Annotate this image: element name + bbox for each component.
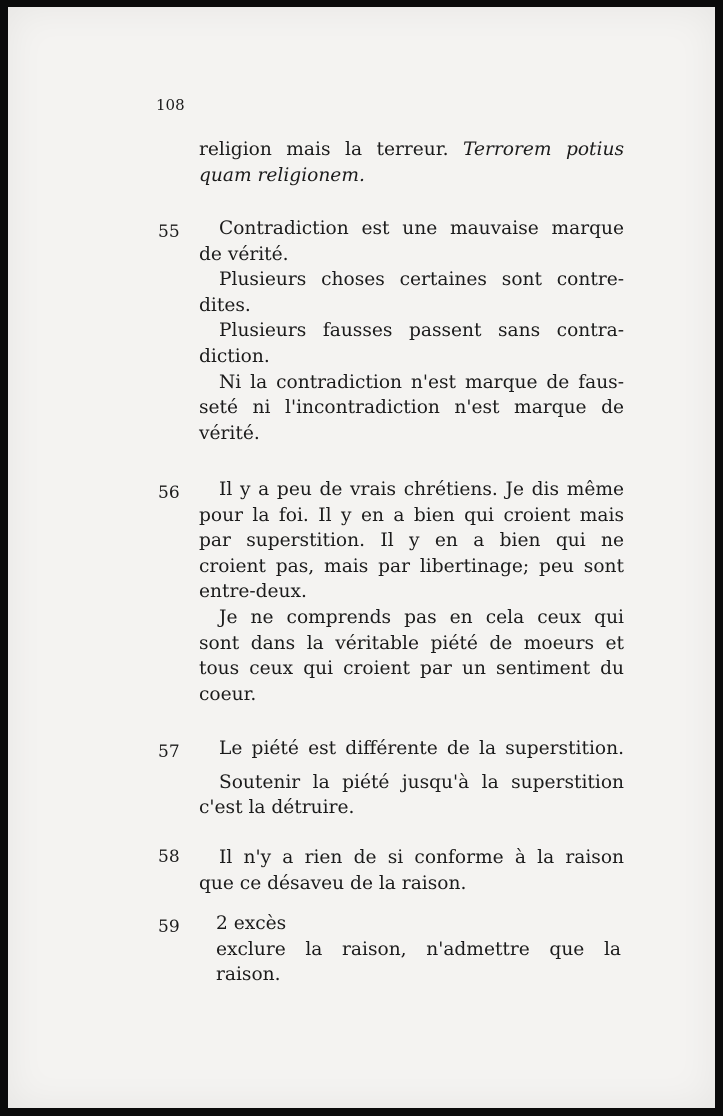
section-59 bbox=[216, 911, 621, 988]
s56-line: Je ne comprends pas en cela ceux qui bbox=[219, 606, 624, 628]
s55-line: seté ni l'incontradiction n'est marque de bbox=[199, 397, 624, 419]
book-page bbox=[8, 7, 715, 1108]
section-number-55: 55 bbox=[158, 222, 180, 242]
continuation-roman: religion mais la terreur. bbox=[199, 139, 449, 160]
s56-line: pour la foi. Il y en a bien qui croient mais bbox=[199, 504, 624, 526]
section-number-58: 58 bbox=[158, 847, 180, 867]
section-number-56: 56 bbox=[158, 483, 180, 503]
page-number: 108 bbox=[156, 96, 185, 114]
s57-line: c'est la détruire. bbox=[199, 797, 355, 819]
s56-line: entre-deux. bbox=[199, 581, 307, 603]
s56-line: Il y a peu de vrais chrétiens. Je dis même bbox=[219, 479, 624, 500]
s58-line: Il n'y a rien de si conforme à la raison bbox=[219, 847, 624, 868]
s56-line: par superstition. Il y en a bien qui ne bbox=[199, 530, 624, 552]
s58-line: que ce désaveu de la raison. bbox=[199, 872, 467, 894]
s57-line: Le piété est différente de la superstition. bbox=[219, 738, 624, 759]
s59-line: exclure la raison, n'admettre que la raison. bbox=[216, 938, 621, 986]
section-55 bbox=[199, 216, 624, 446]
s55-line: dites. bbox=[199, 294, 251, 316]
s55-line: Plusieurs choses certaines sont contre- bbox=[219, 269, 624, 291]
s56-line: tous ceux qui croient par un sentiment du bbox=[199, 658, 624, 680]
section-56 bbox=[199, 477, 624, 707]
s55-line: diction. bbox=[199, 345, 270, 367]
s55-line: de vérité. bbox=[199, 243, 289, 265]
s56-line: croient pas, mais par libertinage; peu sont bbox=[199, 555, 624, 577]
section-number-57: 57 bbox=[158, 742, 180, 762]
continuation-italic-1: Terrorem potius bbox=[463, 139, 624, 160]
s59-line: 2 excès bbox=[216, 913, 287, 934]
s55-line: Contradiction est une mauvaise marque bbox=[219, 218, 624, 239]
continuation-paragraph bbox=[199, 137, 624, 188]
section-57 bbox=[199, 736, 624, 821]
s56-line: coeur. bbox=[199, 683, 257, 705]
s55-line: vérité. bbox=[199, 422, 260, 444]
continuation-line-1 bbox=[199, 137, 624, 163]
s55-line: Plusieurs fausses passent sans contra- bbox=[219, 320, 624, 342]
s57-line: Soutenir la piété jusqu'à la superstition bbox=[219, 771, 624, 793]
s55-line: Ni la contradiction n'est marque de faus- bbox=[219, 371, 624, 393]
continuation-italic-2: quam religionem. bbox=[199, 164, 365, 186]
s56-line: sont dans la véritable piété de moeurs et bbox=[199, 632, 624, 654]
section-58 bbox=[199, 845, 624, 896]
section-number-59: 59 bbox=[158, 917, 180, 937]
